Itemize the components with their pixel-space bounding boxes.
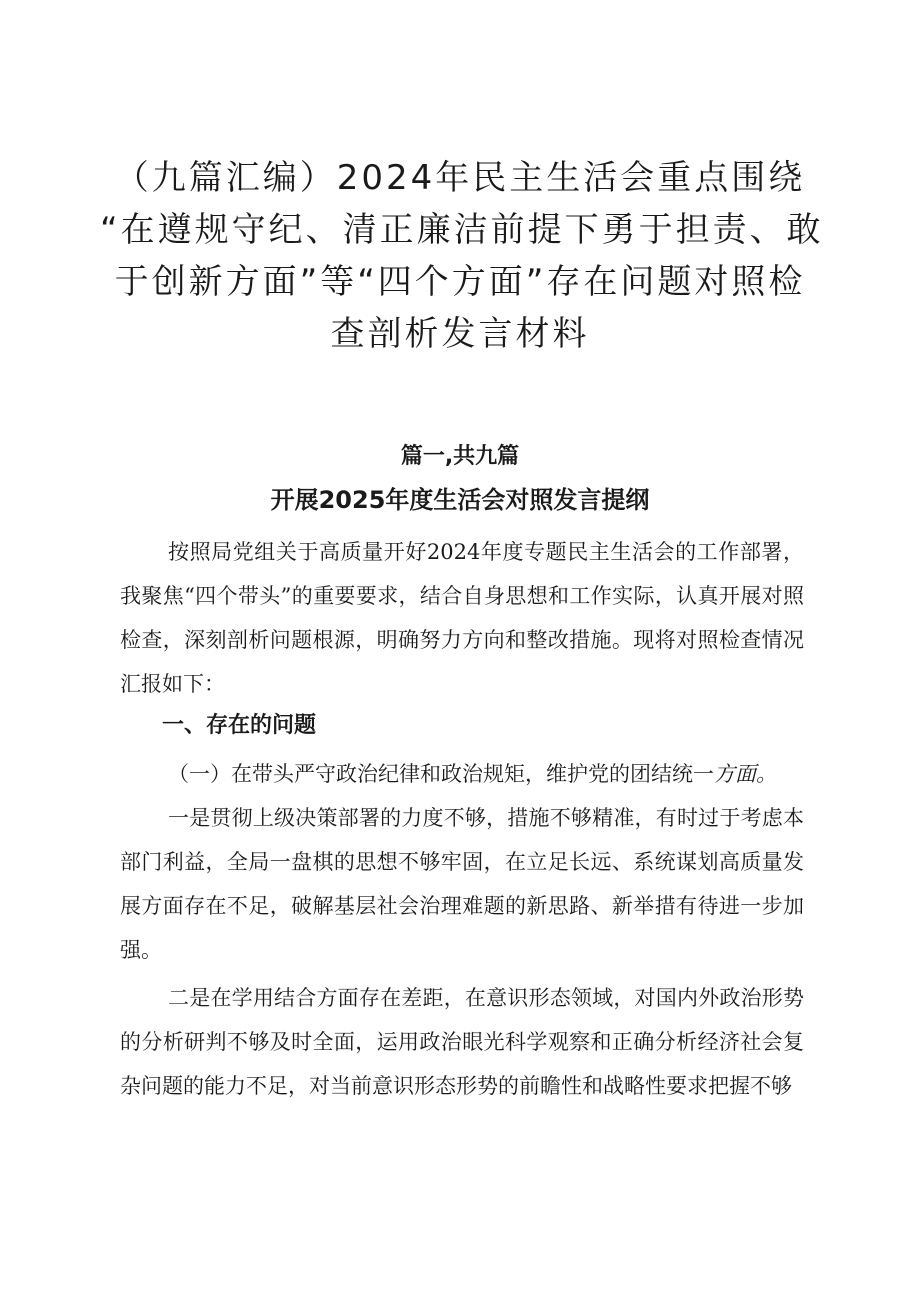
part-label: 篇一,共九篇: [400, 444, 520, 469]
subsection-heading-suffix: 方面。: [714, 762, 777, 786]
subsection-heading-text: （一）在带头严守政治纪律和政治规矩，维护党的团结统一: [168, 762, 714, 786]
body-paragraph-1: 一是贯彻上级决策部署的力度不够，措施不够精准，有时过于考虑本部门利益，全局一盘棋的思想不够牢固，在立足长远、系统谋划高质量发展方面存在不足，破解基层社会治理难题的新思路、新举措有待进一步加强。: [120, 806, 804, 962]
part-title: 开展2025年度生活会对照发言提纲: [270, 486, 650, 514]
body-paragraph-2: 二是在学用结合方面存在差距，在意识形态领域，对国内外政治形势的分析研判不够及时全面，运用政治眼光科学观察和正确分析经济社会复杂问题的能力不足，对当前意识形态形势的前瞻性和战略性要求把握不够: [120, 986, 804, 1098]
title-line-2: “在遵规守纪、清正廉洁前提下勇于担责、敢: [100, 210, 824, 250]
section-heading: 一、存在的问题: [162, 713, 317, 738]
title-line-3: 于创新方面”等“四个方面”存在问题对照检: [114, 262, 806, 302]
document-title: [100, 152, 824, 360]
title-line-4: 查剖析发言材料: [330, 314, 590, 354]
subsection-heading: [168, 754, 828, 794]
intro-paragraph: 按照局党组关于高质量开好2024年度专题民主生活会的工作部署，我聚焦“四个带头”的重要要求，结合自身思想和工作实际，认真开展对照检查，深刻剖析问题根源，明确努力方向和整改措施。现将对照检查情况汇报如下：: [120, 540, 804, 696]
title-line-1: （九篇汇编）2024年民主生活会重点围绕: [114, 158, 806, 198]
